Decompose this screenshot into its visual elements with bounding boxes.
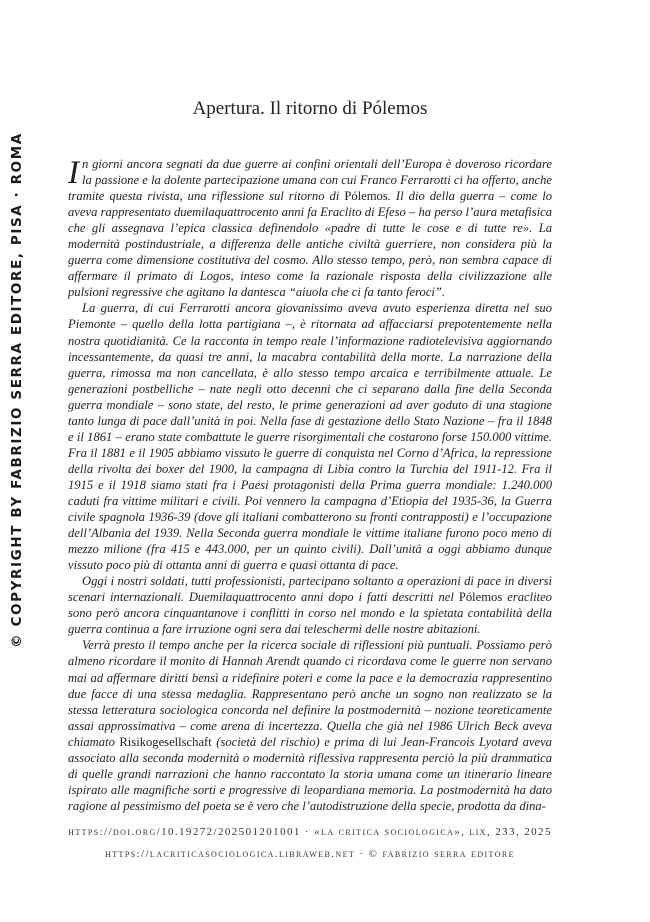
risikogesellschaft-term: Risikogesellschaft <box>119 734 212 749</box>
article-body <box>68 156 552 814</box>
article-page <box>68 98 552 814</box>
article-title: Apertura. Il ritorno di Pólemos <box>192 98 428 119</box>
paragraph-3 <box>68 573 552 637</box>
paragraph-3-text-b: eracliteo sono però ancora cinquantanove i conflitti in corso nel mondo e la spietata contabilità della guerra continua a fare irruzione ogni sera dai teleschermi delle nostre abitazioni. <box>68 590 552 637</box>
drop-cap: I <box>68 155 79 191</box>
polemos-term: Pólemos <box>458 590 503 605</box>
paragraph-4-text-a: Verrà presto il tempo anche per la ricerca sociale di riflessioni più puntuali. Possiamo però almeno ricordare il monito di Hannah Arendt quando ci ricordava come le guerre non servano mai ad affermare diritti bensì a ridefinire poteri e come la pace e la democrazia rappresentino due facce di una stessa medaglia. Rappresentano però anche un sogno non realizzato se la stessa letteratura sociologica concorda nel definire la postmodernità – nozione teoreticamente assai approssimativa – come arena di incertezza. Quella che già nel 1986 Ulrich Beck aveva chiamato <box>68 638 552 749</box>
copyright-sidebar <box>4 90 30 690</box>
paragraph-1-text: n giorni ancora segnati da due guerre ai confini orientali dell’Europa è doveroso ricordare la passione e la dolente partecipazione umana con cui Franco Ferrarotti ci ha offerto, anche tramite questa rivista, una riflessione sul ritorno di <box>68 157 552 204</box>
paragraph-4-text-b: (società del rischio) e prima di lui Jean-Francois Lyotard aveva associato alla seconda modernità o modernità riflessiva rappresenta perciò la più drammatica di quelle grandi narrazioni che hanno raccontato la storia umana come un itinerario lineare ispirato alle magnifiche sorti e progressive di leopardiana memoria. La postmodernità ha dato ragione al pessimismo del poeta se è vero che l’autodistruzione della specie, prodotta da dina- <box>68 734 552 813</box>
paragraph-3-text-a: Oggi i nostri soldati, tutti professionisti, partecipano soltanto a operazioni di pace in diversi scenari internazionali. Duemilaquattrocento anni dopo i fatti descritti nel <box>68 574 552 605</box>
copyright-text: © COPYRIGHT BY FABRIZIO SERRA EDITORE, PISA · ROMA <box>9 132 26 648</box>
paragraph-1 <box>68 156 552 300</box>
polemos-term: Pólemos <box>344 189 388 204</box>
footer-doi-line: https://doi.org/10.19272/202501201001 · «la critica sociologica», lix, 233, 2025 <box>68 826 552 838</box>
paragraph-1-rest: . Il dio della guerra – come lo aveva rappresentato duemilaquattrocento anni fa Eraclito di Efeso – ha perso l’aura metafisica che gli assegnava l’epica classica definendolo «padre di tutte le cose e di tutte re». La modernità postindustriale, a differenza delle antiche civiltà guerriere, non considera più la guerra come dimensione costitutiva del cosmo. Allo stesso tempo, però, non sembra capace di affermare il primato di Logos, inteso come la razionale risposta della civilizzazione alle pulsioni regressive che agitano la dantesca “aiuola che ci fa tanto feroci”. <box>68 189 552 300</box>
paragraph-4 <box>68 637 552 814</box>
footer-website-line: https://lacriticasociologica.libraweb.net · © fabrizio serra editore <box>105 848 515 860</box>
paragraph-2: La guerra, di cui Ferrarotti ancora giovanissimo aveva avuto esperienza diretta nel suo Piemonte – quello della lotta partigiana –, è ritornata ad affacciarsi prepotentemente nella nostra quotidianità. Ce la racconta in tempo reale l’informazione radiotelevisiva aggiornando incessantemente, da quasi tre anni, la macabra contabilità della morte. La narrazione della guerra, rimossa ma non cancellata, è allo stesso tempo arcaica e terribilmente attuale. Le generazioni postbelliche – nate negli otto decenni che ci separano dalla fine della Seconda guerra mondiale – sono state, del resto, le prime generazioni ad aver goduto di una stagione tanto lunga di pace dall’unità in poi. Nella fase di gestazione dello Stato Nazione – fra il 1848 e il 1861 – erano state combattute le guerre risorgimentali che costarono forse 150.000 vittime. Fra il 1881 e il 1905 abbiamo vissuto le guerre di conquista nel Corno d’Africa, la repressione della rivolta dei boxer del 1900, la campagna di Libia contro la Turchia del 1911-12. Fra il 1915 e il 1918 siamo stati fra i Paesi protagonisti della Prima guerra mondiale: 1.240.000 caduti fra vittime militari e civili. Poi vennero la campagna d’Etiopia del 1935-36, la Guerra civile spagnola 1936-39 (dove gli italiani combatterono su fronti contrapposti) e l’occupazione dell’Albania del 1939. Nella Seconda guerra mondiale le vittime italiane furono poco meno di mezzo milione (fra 415 e 443.000, per un quinto civili). Dall’unità a oggi abbiamo dunque vissuto poco più di ottanta anni di guerra e quasi ottanta di pace. <box>68 301 552 573</box>
